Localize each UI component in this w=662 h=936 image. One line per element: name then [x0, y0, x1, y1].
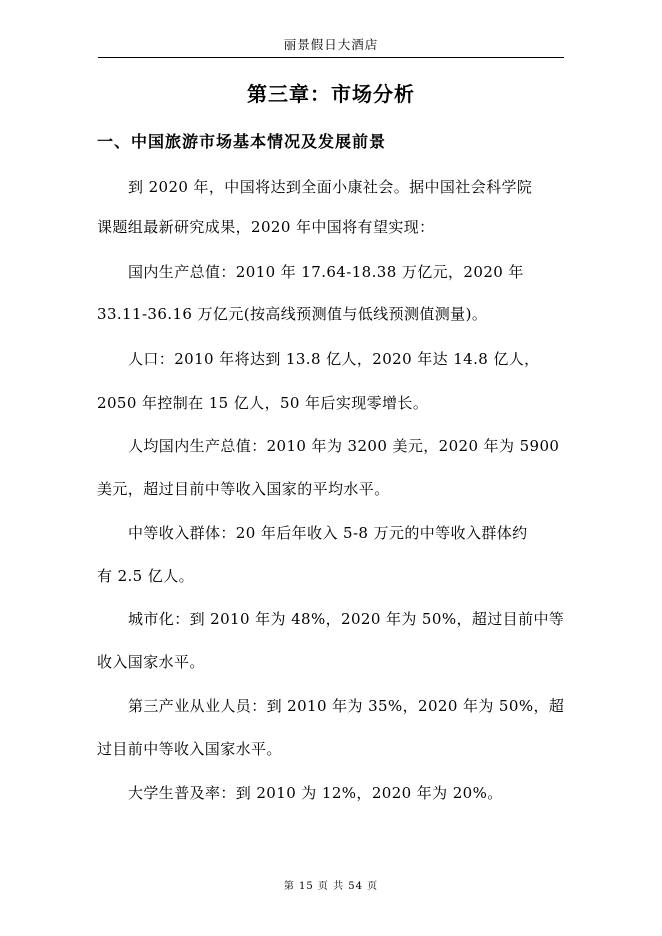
chapter-title: 第三章：市场分析 [247, 82, 415, 106]
paragraph-middle-income-line-1: 中等收入群体：20 年后年收入 5-8 万元的中等收入群体约 [128, 524, 528, 542]
running-header: 丽景假日大酒店 [98, 36, 564, 58]
paragraph-urbanization-line-2: 收入国家水平。 [97, 653, 205, 671]
paragraph-university-rate: 大学生普及率：到 2010 为 12%，2020 年为 20%。 [128, 784, 503, 802]
paragraph-gdp-line-2: 33.11-36.16 万亿元(按高线预测值与低线预测值测量)。 [97, 305, 488, 323]
paragraph-intro-line-2: 课题组最新研究成果，2020 年中国将有望实现： [97, 218, 435, 236]
paragraph-population-line-2: 2050 年控制在 15 亿人，50 年后实现零增长。 [97, 394, 429, 412]
page-number: 第 15 页 共 54 页 [283, 881, 379, 892]
section-heading: 一、中国旅游市场基本情况及发展前景 [97, 132, 387, 151]
paragraph-gdp-line-1: 国内生产总值：2010 年 17.64-18.38 万亿元，2020 年 [128, 263, 524, 281]
paragraph-intro-line-1: 到 2020 年，中国将达到全面小康社会。据中国社会科学院 [128, 178, 533, 196]
paragraph-middle-income-line-2: 有 2.5 亿人。 [97, 567, 194, 585]
paragraph-per-capita-gdp-line-2: 美元，超过目前中等收入国家的平均水平。 [97, 480, 390, 498]
paragraph-per-capita-gdp-line-1: 人均国内生产总值：2010 年为 3200 美元，2020 年为 5900 [128, 437, 560, 455]
paragraph-tertiary-industry-line-2: 过目前中等收入国家水平。 [97, 740, 282, 758]
paragraph-tertiary-industry-line-1: 第三产业从业人员：到 2010 年为 35%，2020 年为 50%，超 [128, 697, 565, 715]
paragraph-urbanization-line-1: 城市化：到 2010 年为 48%，2020 年为 50%，超过目前中等 [128, 610, 565, 628]
paragraph-population-line-1: 人口：2010 年将达到 13.8 亿人，2020 年达 14.8 亿人， [128, 350, 540, 368]
